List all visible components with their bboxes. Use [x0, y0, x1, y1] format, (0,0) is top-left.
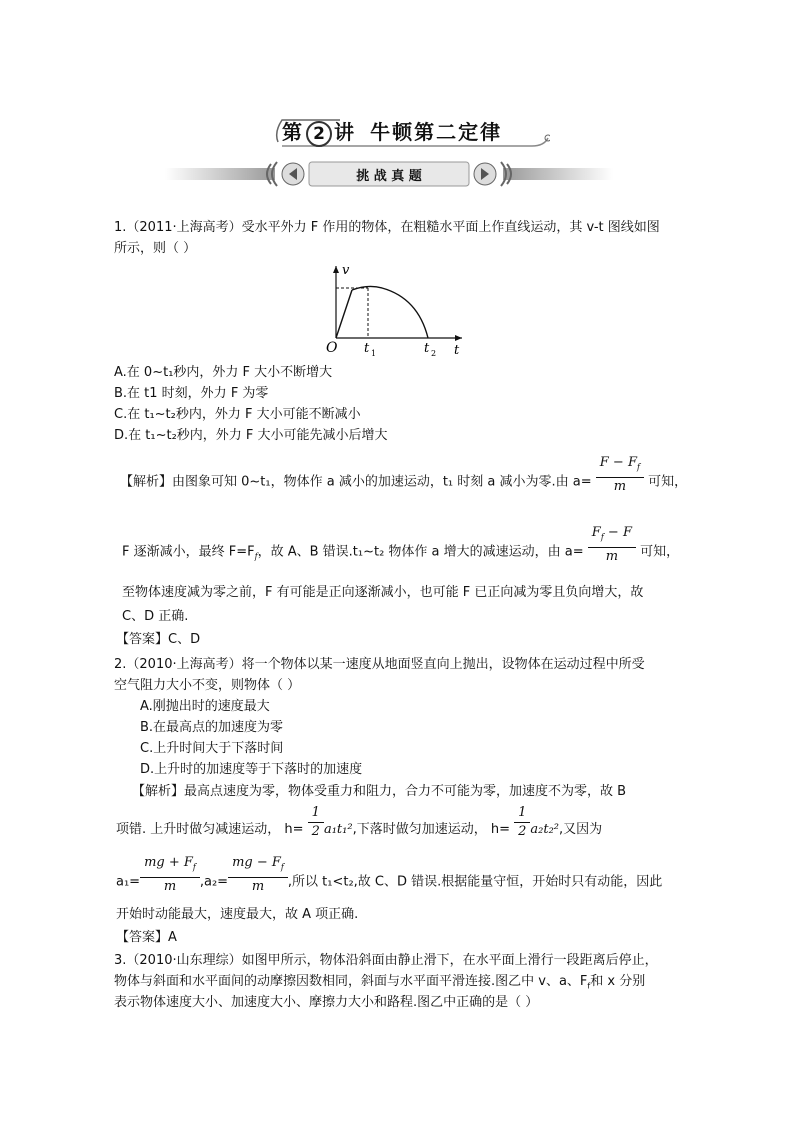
q2-analysis-line3 — [116, 855, 663, 896]
q2-analysis-l2-b: a₁t₁² — [323, 822, 353, 837]
q1-analysis-line2: F 逐渐减小，最终 $F=F_f$，故 A、B 错误.t₁~t₂ 物体作 a 增大的减速运动，由 a= $\frac{F_f - F}{m}$ 可知， — [122, 525, 680, 564]
q2-half2-den: 2 — [518, 824, 527, 839]
q2-analysis-l2-d: a₂t₂² — [530, 822, 559, 837]
q2-a1-den: m — [163, 878, 177, 894]
section-banner — [165, 160, 613, 188]
q1-analysis-l1-text: 【解析】由图象可知 0~t₁，物体作 a 减小的加速运动，t₁ 时刻 a 减小为零.由 a= — [120, 474, 592, 490]
lecture-title-text: 牛顿第二定律 — [370, 120, 503, 144]
lecture-number-badge: 2 — [306, 121, 332, 147]
q2-half1-num: 1 — [308, 804, 324, 823]
lecture-suffix: 讲 — [334, 120, 356, 144]
lecture-title — [270, 112, 550, 152]
graph-origin-label: O — [326, 340, 338, 356]
q3-stem-line1: 3.（2010·山东理综）如图甲所示，物体沿斜面由静止滑下，在水平面上滑行一段距离后停止， — [114, 953, 658, 968]
q2-half-2 — [514, 804, 530, 841]
q2-analysis-l3-a: a₁= — [116, 874, 141, 890]
q2-a2-fraction: $\frac{mg - F_f}{m}$ — [228, 854, 288, 896]
q1-option-d: D.在 t₁~t₂秒内，外力 F 大小可能先减小后增大 — [114, 428, 388, 443]
graph-t-label: t — [454, 343, 460, 358]
q1-analysis-l2-text: F 逐渐减小，最终 F=F — [122, 544, 255, 560]
graph-t2-sub: 2 — [431, 349, 437, 358]
q2-analysis-line1: 【解析】最高点速度为零，物体受重力和阻力，合力不可能为零，加速度不为零，故 B — [132, 784, 627, 799]
q1-analysis-line4: C、D 正确. — [122, 609, 189, 624]
q2-analysis-l2-c: ,下落时做匀加速运动， h= — [352, 822, 510, 837]
q2-a1-num: mg + F — [144, 855, 193, 870]
q2-half2-num: 1 — [514, 804, 530, 823]
banner-text: 挑 战 真 题 — [356, 169, 422, 184]
q1-fraction-2: $\frac{F_f - F}{m}$ — [588, 524, 636, 566]
q1-frac2-den: m — [605, 548, 619, 564]
q2-option-b: B.在最高点的加速度为零 — [140, 720, 284, 735]
q1-option-c: C.在 t₁~t₂秒内，外力 F 大小可能不断减小 — [114, 407, 361, 422]
q2-option-a: A.刚抛出时的速度最大 — [140, 699, 270, 714]
q2-stem-line1: 2.（2010·上海高考）将一个物体以某一速度从地面竖直向上抛出，设物体在运动过程中所受 — [114, 657, 645, 672]
lecture-prefix: 第 — [282, 120, 304, 144]
q2-a2-den: m — [251, 878, 265, 894]
q1-stem-line2: 所示，则（ ） — [114, 241, 197, 256]
q2-analysis-l2-e: ,又因为 — [559, 822, 603, 837]
q2-half-1 — [308, 804, 324, 841]
q2-answer: 【答案】A — [116, 930, 177, 945]
q2-stem-line2: 空气阻力大小不变，则物体（ ） — [114, 678, 301, 693]
q1-stem-line1: 1.（2011·上海高考）受水平外力 F 作用的物体，在粗糙水平面上作直线运动，其 v-t 图线如图 — [114, 220, 660, 235]
graph-t1-label: t — [364, 341, 370, 356]
q2-a2-num: mg − F — [232, 855, 281, 870]
q1-option-b: B.在 t1 时刻，外力 F 为零 — [114, 386, 269, 401]
q3-stem-line3: 表示物体速度大小、加速度大小、摩擦力大小和路程.图乙中正确的是（ ） — [114, 995, 539, 1010]
q1-fraction-1: $\frac{F - F_f}{m}$ — [596, 454, 644, 496]
q1-frac1-den: m — [613, 478, 627, 494]
q2-option-c: C.上升时间大于下落时间 — [140, 741, 284, 756]
q1-analysis-l1-tail: 可知， — [648, 474, 688, 490]
q3-stem-l2-a: 物体与斜面和水平面间的动摩擦因数相同，斜面与水平面平滑连接.图乙中 v、a、F — [114, 974, 588, 989]
q2-option-d: D.上升时的加速度等于下落时的加速度 — [140, 762, 363, 777]
q1-option-a: A.在 0~t₁秒内，外力 F 大小不断增大 — [114, 365, 333, 380]
q2-analysis-line2 — [116, 805, 603, 841]
q2-analysis-l3-c: ,所以 t₁<t₂,故 C、D 错误.根据能量守恒，开始时只有动能，因此 — [287, 874, 663, 890]
q2-analysis-l3-b: ,a₂= — [199, 874, 229, 890]
q2-half1-den: 2 — [311, 824, 320, 839]
q1-analysis-line1 — [120, 455, 688, 496]
graph-t1-sub: 1 — [371, 349, 377, 358]
q2-a1-fraction: $\frac{mg + F_f}{m}$ — [140, 854, 200, 896]
q2-analysis-l2-a: 项错. 上升时做匀减速运动， h= — [116, 822, 304, 837]
left-arrow-icon — [267, 162, 304, 186]
q1-analysis-line3: 至物体速度减为零之前，F 有可能是正向逐渐减小，也可能 F 已正向减为零且负向增大，故 — [122, 585, 644, 600]
q3-stem-l2-b: 和 x 分别 — [590, 974, 646, 989]
right-arrow-icon — [474, 162, 511, 186]
graph-v-label: v — [342, 263, 350, 278]
q1-answer: 【答案】C、D — [116, 632, 201, 647]
q2-analysis-line4: 开始时动能最大，速度最大，故 A 项正确. — [116, 907, 359, 922]
q1-analysis-l2-mid: ，故 A、B 错误.t₁~t₂ 物体作 a 增大的减速运动，由 a= — [257, 544, 584, 560]
graph-t2-label: t — [424, 341, 430, 356]
q1-analysis-l2-tail: 可知， — [640, 544, 680, 560]
q1-frac1-num: F − F — [599, 455, 637, 470]
q3-stem-line2: 物体与斜面和水平面间的动摩擦因数相同，斜面与水平面平滑连接.图乙中 v、a、$F_f$和 x 分别 — [114, 974, 646, 991]
q1-vt-graph — [322, 260, 472, 360]
